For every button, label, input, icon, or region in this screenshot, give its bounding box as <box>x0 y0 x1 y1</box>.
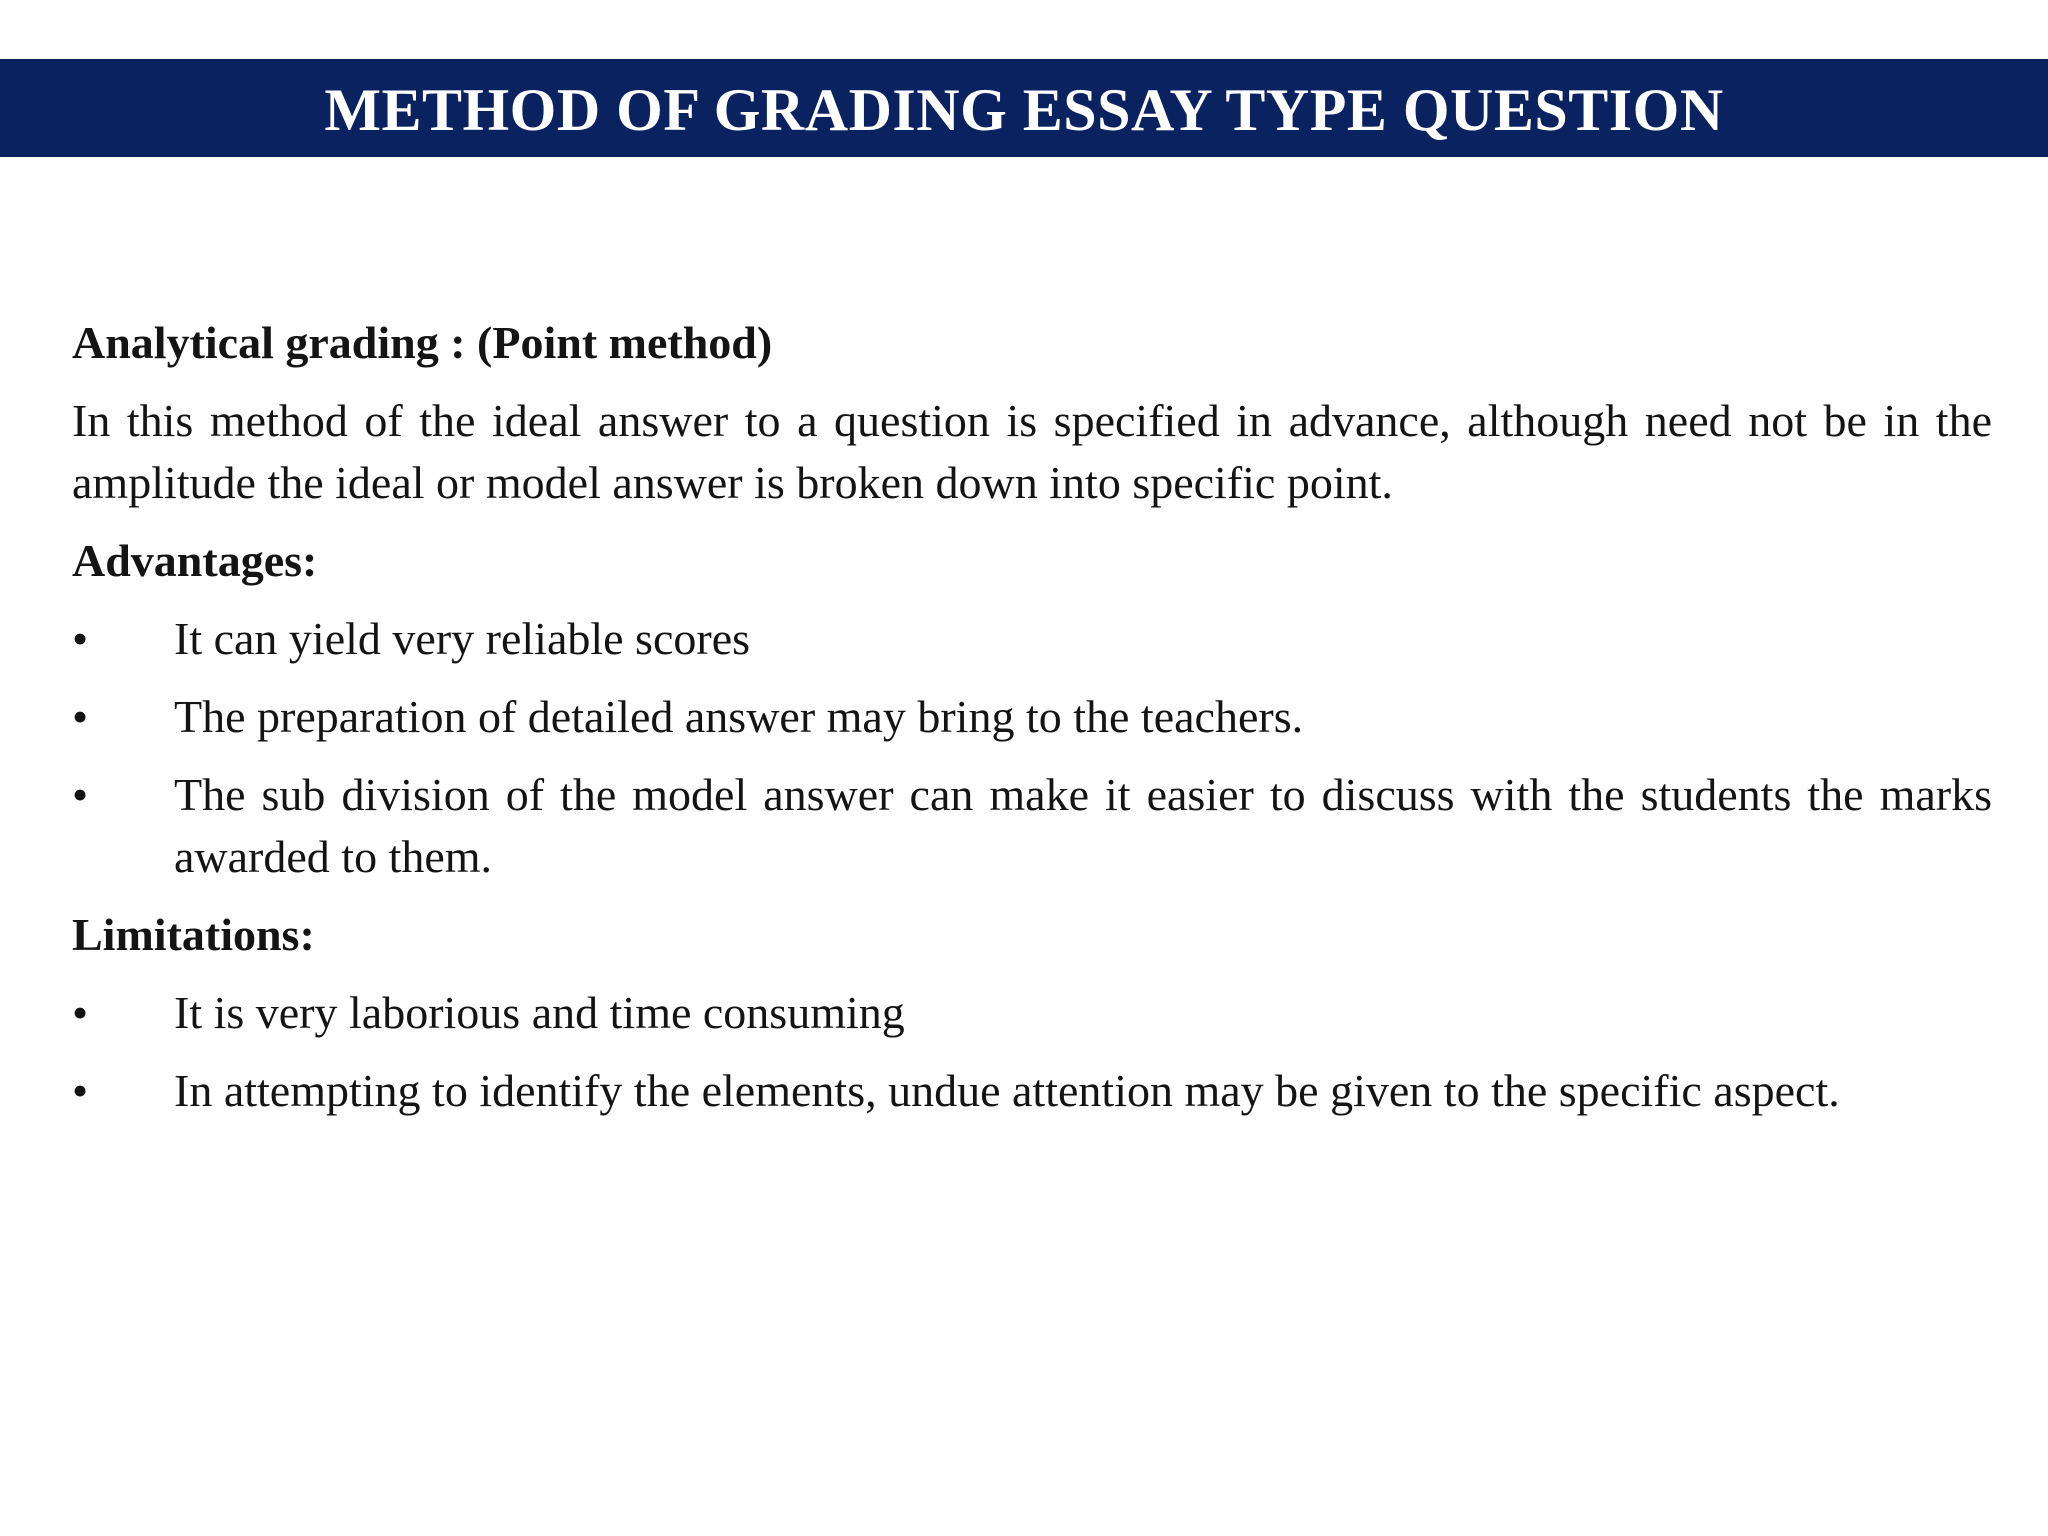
advantage-item <box>72 686 1992 748</box>
analytical-grading-paragraph: In this method of the ideal answer to a question is specified in advance, although need not be in the amplitude the ideal or model answer is broken down into specific point. <box>72 395 1992 508</box>
advantage-item-text: The preparation of detailed answer may bring to the teachers. <box>174 691 1304 742</box>
advantage-item-text: It can yield very reliable scores <box>174 613 751 664</box>
bullet-icon: • <box>72 1065 89 1116</box>
bullet-icon: • <box>72 691 89 742</box>
bullet-icon: • <box>72 613 89 664</box>
limitations-heading: Limitations: <box>72 909 315 960</box>
limitation-item <box>72 982 1992 1044</box>
advantage-item-text: The sub division of the model answer can make it easier to discuss with the students the marks awarded to them. <box>174 769 1992 882</box>
slide-content <box>72 312 1992 1138</box>
slide-title: METHOD OF GRADING ESSAY TYPE QUESTION <box>324 77 1724 143</box>
advantage-item <box>72 764 1992 888</box>
title-bar <box>0 59 2048 157</box>
advantages-heading: Advantages: <box>72 535 318 586</box>
advantage-item <box>72 608 1992 670</box>
limitation-item-text: In attempting to identify the elements, undue attention may be given to the specific aspect. <box>174 1065 1840 1116</box>
bullet-icon: • <box>72 987 89 1038</box>
limitation-item <box>72 1060 1992 1122</box>
analytical-grading-heading: Analytical grading : (Point method) <box>72 317 773 368</box>
bullet-icon: • <box>72 769 89 820</box>
limitation-item-text: It is very laborious and time consuming <box>174 987 905 1038</box>
